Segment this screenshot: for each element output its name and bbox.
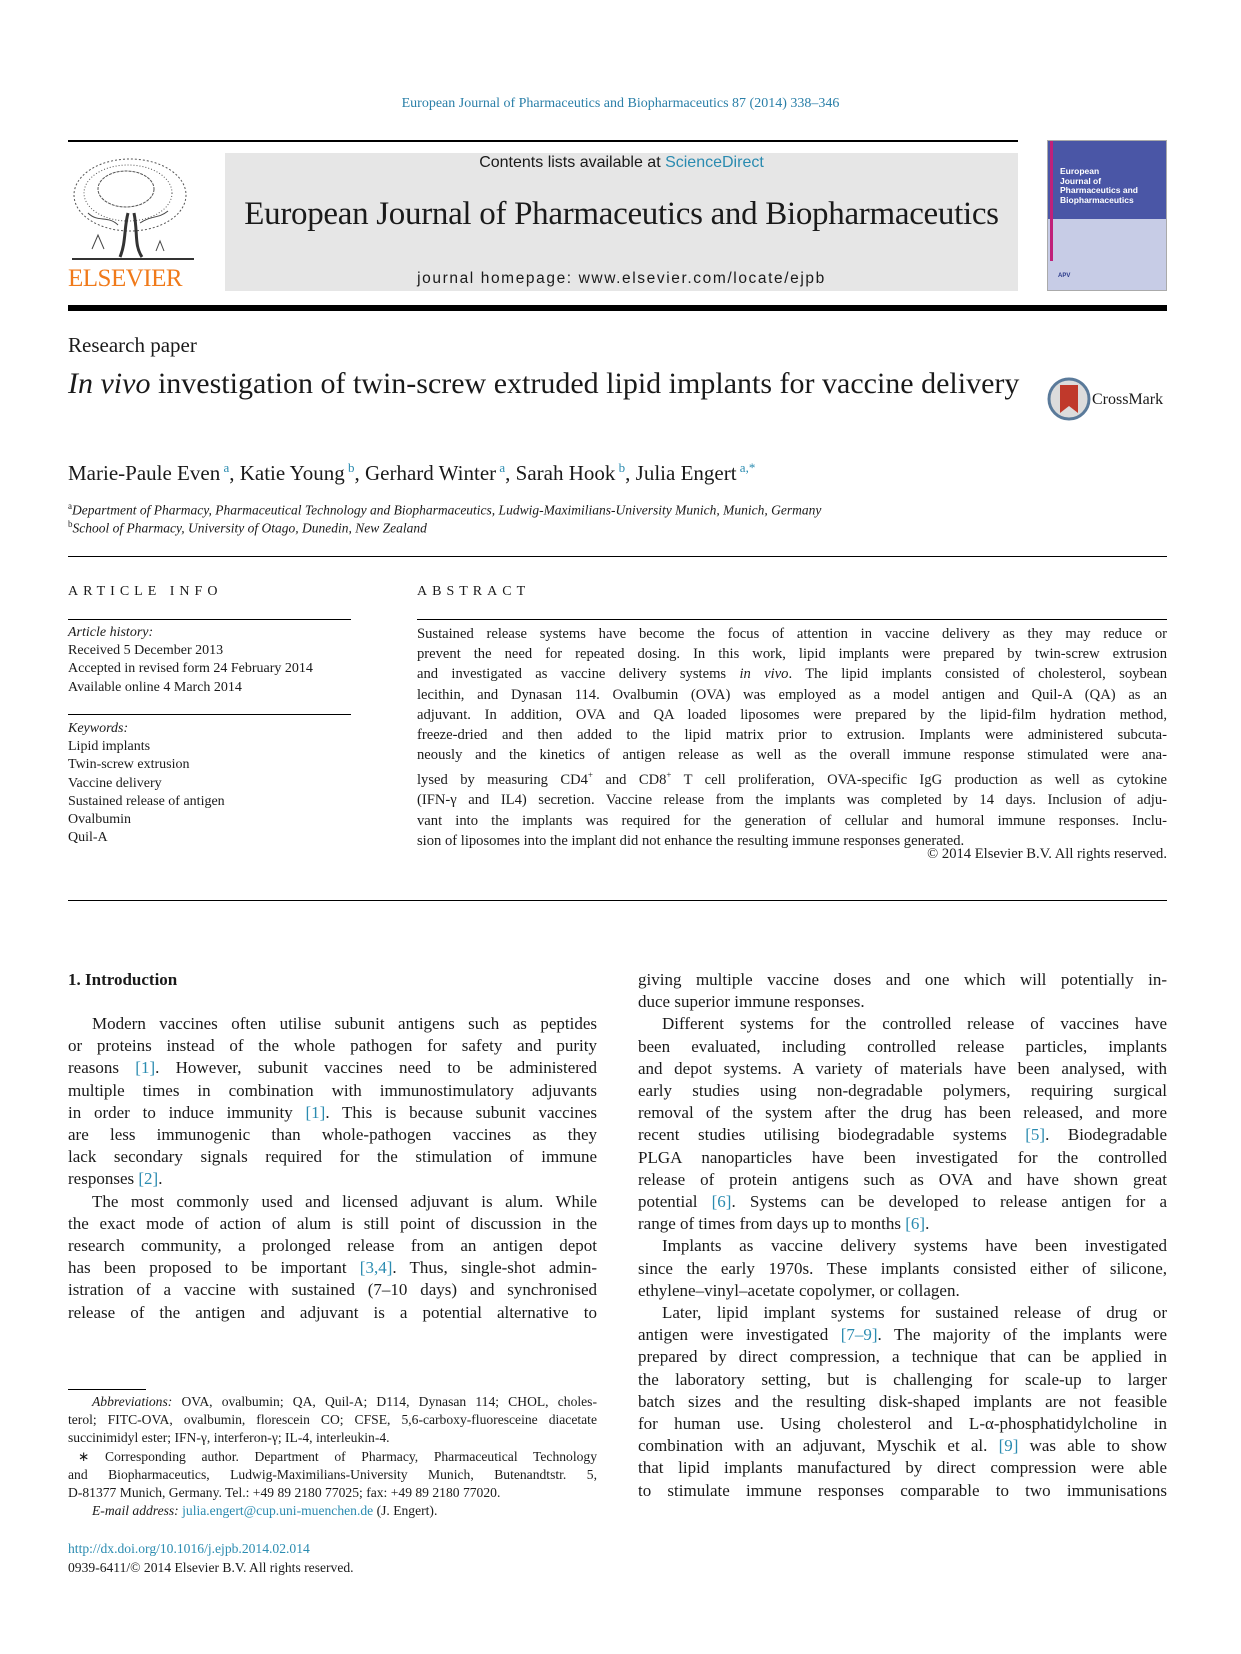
contents-prefix: Contents lists available at: [479, 154, 666, 171]
text-line: Abbreviations: OVA, ovalbumin; QA, Quil-A; D114, Dynasan 114; CHOL, choles-: [92, 1394, 597, 1409]
text-line: PLGA nanoparticles have been investigated for the controlled: [638, 1147, 1167, 1167]
citation-link[interactable]: [1]: [135, 1058, 156, 1078]
cover-badge: APV: [1058, 273, 1071, 279]
divider: [68, 714, 351, 715]
author-affiliation-mark[interactable]: b: [615, 460, 626, 475]
superscript: +: [587, 770, 593, 781]
keywords-label: Keywords:: [68, 721, 129, 736]
text-line: D-81377 Munich, Germany. Tel.: +49 89 2180 77025; fax: +49 89 2180 77020.: [68, 1485, 501, 1501]
text-line: range of times from days up to months [6].: [638, 1214, 930, 1234]
paragraph: [68, 1013, 597, 1191]
affiliation-a: $^a$Department of Pharmacy, Pharmaceutical Technology and Biopharmaceutics, Ludwig-Maximilians-University Munich, Munich, Germany: [68, 501, 822, 518]
text-line: removal of the system after the drug has been released, and more: [638, 1103, 1167, 1123]
citation-link[interactable]: [6]: [905, 1214, 926, 1234]
text-line: multiple times in combination with immunostimulatory adjuvants: [68, 1080, 597, 1100]
issn-copyright: 0939-6411/© 2014 Elsevier B.V. All rights reserved.: [68, 1560, 354, 1575]
history-received: Received 5 December 2013: [68, 643, 224, 659]
keywords: [68, 720, 225, 847]
contents-line: [225, 154, 1018, 172]
text-line: the laboratory setting, but is challenging for scale-up to larger: [638, 1369, 1167, 1389]
text-line: in order to induce immunity [1]. This is because subunit vaccines: [68, 1102, 597, 1122]
crossmark-label[interactable]: CrossMark: [1092, 391, 1164, 408]
text-line: E-mail address: julia.engert@cup.uni-muenchen.de (J. Engert).: [92, 1503, 438, 1519]
running-header[interactable]: European Journal of Pharmaceutics and Biopharmaceutics 87 (2014) 338–346: [401, 96, 840, 111]
text-line: has been proposed to be important [3,4]. Thus, single-shot admin-: [68, 1258, 598, 1278]
text-line: terol; FITC-OVA, ovalbumin, florescein CO; CFSE, 5,6-carboxy-fluoresceine diacetate: [68, 1412, 597, 1428]
text-line: recent studies utilising biodegradable systems [5]. Biodegradable: [638, 1125, 1167, 1145]
text-line: The most commonly used and licensed adjuvant is alum. While: [92, 1191, 597, 1211]
paragraph: [638, 969, 1167, 1013]
text-line: Sustained release systems have become the focus of attention in vaccine delivery as they may reduce or: [417, 626, 1167, 642]
keyword: Quil-A: [68, 830, 108, 846]
text-line: freeze-dried and then added to the lipid matrix prior to extrusion. Implants were administered subcuta-: [417, 727, 1167, 744]
text-line: antigen were investigated [7–9]. The majority of the implants were: [638, 1325, 1167, 1345]
footnote: [68, 1393, 597, 1448]
text-line: reasons [1]. However, subunit vaccines need to be administered: [68, 1058, 598, 1078]
text-line: to stimulate immune responses comparable to two immunisations: [638, 1480, 1167, 1500]
doi-link[interactable]: http://dx.doi.org/10.1016/j.ejpb.2014.02.014: [68, 1541, 310, 1556]
text-line: early studies using non-degradable polymers, requiring surgical: [638, 1081, 1167, 1101]
footnote: [68, 1448, 597, 1503]
keyword: Lipid implants: [68, 739, 151, 755]
history-revised: Accepted in revised form 24 February 2014: [68, 661, 313, 677]
abstract-text: [417, 624, 1167, 851]
citation-link[interactable]: [9]: [998, 1436, 1019, 1456]
text-line: are less immunogenic than whole-pathogen vaccines as they: [68, 1125, 597, 1145]
citation-link[interactable]: [7–9]: [840, 1325, 878, 1345]
footnote-rule: [68, 1389, 146, 1390]
text-line: research community, a prolonged release from an antigen depot: [68, 1236, 597, 1256]
author-affiliation-mark[interactable]: a: [220, 460, 230, 475]
text-line: sion of liposomes into the implant did not enhance the resulting immune responses generated.: [417, 832, 965, 849]
text-line: release of the antigen and adjuvant is a potential alternative to: [68, 1302, 597, 1322]
text-line: for human use. Using cholesterol and L-α-phosphatidylcholine in: [638, 1414, 1167, 1434]
divider: [417, 619, 1167, 620]
citation-link[interactable]: [2]: [138, 1169, 159, 1189]
text-line: istration of a vaccine with sustained (7–10 days) and synchronised: [68, 1280, 597, 1300]
text-line: batch sizes and the resulting disk-shaped implants are not feasible: [638, 1391, 1167, 1411]
text-line: Later, lipid implant systems for sustained release of drug or: [662, 1303, 1167, 1323]
body-column-2: [638, 969, 1167, 1502]
author-affiliation-mark[interactable]: b: [344, 460, 355, 475]
superscript: +: [666, 770, 672, 781]
citation-link[interactable]: [6]: [711, 1192, 732, 1212]
author-name: Julia Engert: [635, 461, 737, 485]
journal-homepage[interactable]: journal homepage: www.elsevier.com/locate/ejpb: [417, 270, 826, 287]
email-link[interactable]: julia.engert@cup.uni-muenchen.de: [182, 1503, 374, 1519]
author-name: Katie Young: [239, 461, 345, 485]
footnote: [68, 1502, 597, 1520]
top-rule: [68, 140, 1018, 142]
text-line: lack secondary signals required for the stimulation of immune: [68, 1147, 597, 1167]
text-line: duce superior immune responses.: [638, 992, 865, 1012]
italic-text: E-mail address:: [92, 1503, 179, 1519]
abstract-heading: ABSTRACT: [417, 584, 531, 599]
citation-link[interactable]: [5]: [1025, 1125, 1046, 1145]
paragraph: [638, 1013, 1167, 1235]
paragraph: [638, 1235, 1167, 1302]
text-line: (IFN-γ and IL4) secretion. Vaccine release from the implants was completed by 14 days. Inclusion of adju-: [417, 792, 1167, 809]
text-line: neously and the kinetics of antigen release as well as the overall immune response stimulated were ana-: [417, 747, 1167, 764]
citation-link[interactable]: [1]: [305, 1102, 326, 1122]
masthead-thick-rule: [68, 305, 1167, 311]
text-line: potential [6]. Systems can be developed to release antigen for a: [638, 1192, 1168, 1212]
elsevier-wordmark: ELSEVIER: [68, 265, 183, 292]
elsevier-tree-icon: [68, 153, 198, 265]
article-title: In vivo investigation of twin-screw extruded lipid implants for vaccine delivery: [68, 367, 1020, 400]
italic-text: in vivo: [739, 666, 789, 683]
text-line: ∗ Corresponding author. Department of Pharmacy, Pharmaceutical Technology: [78, 1448, 597, 1464]
text-line: and depot systems. A variety of materials have been analysed, with: [638, 1058, 1167, 1078]
divider: [68, 900, 1167, 901]
text-line: Different systems for the controlled release of vaccines have: [662, 1014, 1167, 1034]
text-line: prepared by direct compression, a technique that can be applied in: [638, 1347, 1167, 1367]
text-line: combination with an adjuvant, Myschik et al. [9] was able to show: [638, 1436, 1168, 1456]
paragraph: [68, 1191, 597, 1324]
abstract-copyright: © 2014 Elsevier B.V. All rights reserved.: [927, 846, 1167, 862]
text-line: since the early 1970s. These implants consisted either of silicone,: [638, 1258, 1167, 1278]
text-line: adjuvant. In addition, OVA and QA loaded liposomes were prepared by the lipid-film hydration method,: [417, 706, 1167, 723]
italic-text: Abbreviations:: [92, 1394, 173, 1409]
text-line: lysed by measuring CD4+ and CD8+ T cell proliferation, OVA-specific IgG production as well as cytokine: [417, 770, 1167, 789]
author-list: Marie-Paule Even $^a$, Katie Young $^b$, Gerhard Winter $^a$, Sarah Hook $^b$, Julia Engert $^{a,*}$: [68, 460, 756, 485]
paragraph: [638, 1302, 1167, 1502]
text-line: and Biopharmaceutics, Ludwig-Maximilians-University Munich, Butenandtstr. 5,: [68, 1466, 597, 1482]
elsevier-logo[interactable]: [68, 153, 198, 293]
divider: [68, 556, 1167, 557]
keyword: Twin-screw extrusion: [68, 757, 190, 773]
text-line: giving multiple vaccine doses and one which will potentially in-: [638, 970, 1167, 989]
author-name: Gerhard Winter: [365, 461, 497, 485]
article-type: Research paper: [68, 333, 197, 357]
text-line: that lipid implants manufactured by direct compression were able: [638, 1458, 1167, 1478]
footnotes: [68, 1393, 597, 1520]
text-line: vant into the implants was required for the generation of cellular and humoral immune responses. Inclu-: [417, 812, 1167, 829]
author-name: Marie-Paule Even: [68, 461, 221, 485]
crossmark-icon[interactable]: [1047, 377, 1091, 421]
text-line: Implants as vaccine delivery systems have been investigated: [662, 1236, 1167, 1256]
text-line: responses [2].: [68, 1169, 163, 1189]
affiliation-b: $^b$School of Pharmacy, University of Otago, Dunedin, New Zealand: [68, 519, 427, 536]
text-line: or proteins instead of the whole pathogen for safety and purity: [68, 1036, 597, 1056]
article-history: [68, 624, 313, 697]
keyword: Sustained release of antigen: [68, 793, 225, 809]
text-line: succinimidyl ester; IFN-γ, interferon-γ; IL-4, interleukin-4.: [68, 1430, 390, 1446]
keyword: Ovalbumin: [68, 812, 131, 828]
text-line: Modern vaccines often utilise subunit antigens such as peptides: [92, 1014, 597, 1033]
text-line: lecithin, and Dynasan 114. Ovalbumin (OVA) was employed as a model antigen and Quil-A (QA) as an: [417, 686, 1167, 703]
author-name: Sarah Hook: [515, 461, 616, 485]
article-info-heading: ARTICLE INFO: [68, 584, 223, 599]
text-line: and investigated as vaccine delivery systems in vivo. The lipid implants consisted of cholesterol, soybean: [417, 666, 1167, 683]
author-affiliation-mark[interactable]: a: [496, 460, 506, 475]
text-line: ethylene–vinyl–acetate copolymer, or collagen.: [638, 1280, 960, 1300]
text-line: been evaluated, including controlled release particles, implants: [638, 1036, 1167, 1056]
journal-cover[interactable]: [1047, 140, 1167, 291]
section-heading-introduction: 1. Introduction: [68, 970, 178, 989]
citation-link[interactable]: [3,4]: [359, 1258, 393, 1278]
cover-title: European Journal of Pharmaceutics and Biopharmaceutics: [1060, 166, 1138, 205]
text-line: the exact mode of action of alum is still point of discussion in the: [68, 1213, 597, 1233]
divider: [68, 619, 351, 620]
text-line: prevent the need for repeated dosing. In this work, lipid implants were prepared by twin-screw extrusion: [417, 646, 1167, 663]
history-label: Article history:: [68, 625, 154, 640]
history-online: Available online 4 March 2014: [68, 679, 242, 695]
sciencedirect-link[interactable]: ScienceDirect: [665, 154, 764, 171]
text-line: release of protein antigens such as OVA and have shown great: [638, 1169, 1167, 1189]
journal-title: European Journal of Pharmaceutics and Biopharmaceutics: [244, 196, 999, 232]
body-column-1: [68, 1013, 597, 1324]
keyword: Vaccine delivery: [68, 775, 162, 791]
author-affiliation-mark[interactable]: a,*: [736, 460, 756, 475]
